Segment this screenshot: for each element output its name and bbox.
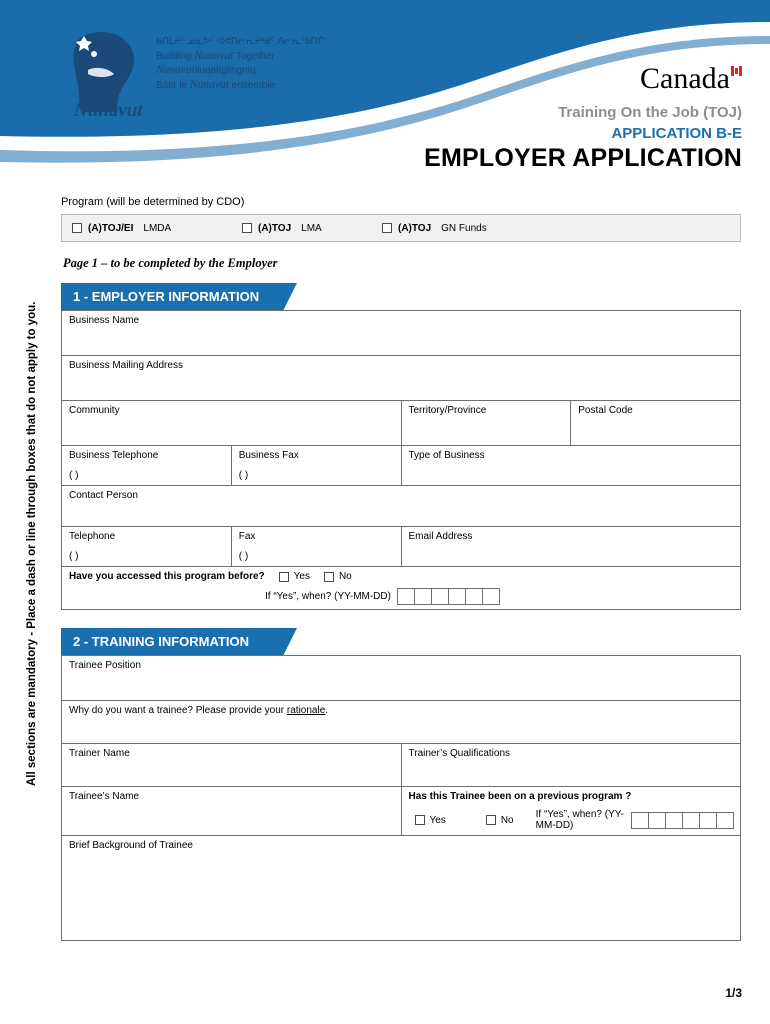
field-fax[interactable]: Fax ( ) — [231, 527, 401, 567]
field-trainer-qualifications[interactable]: Trainer’s Qualifications — [401, 744, 741, 787]
section-2-heading: 2 - TRAINING INFORMATION — [61, 628, 283, 655]
checkbox-icon[interactable] — [382, 223, 392, 233]
page-header — [0, 0, 770, 178]
program-option-toj-lma[interactable]: (A)TOJ LMA — [242, 223, 382, 234]
logo-tagline — [156, 36, 328, 92]
field-trainee-position[interactable]: Trainee Position — [62, 656, 741, 701]
table-row — [62, 486, 741, 527]
logo-wordmark-syllabics: ᓄᓇᕗᑦ — [96, 88, 122, 98]
field-rationale[interactable]: Why do you want a trainee? Please provide your rationale. — [62, 701, 741, 744]
table-row — [62, 567, 741, 610]
logo-tagline-en: Building Nunavut Together — [156, 49, 275, 62]
phone-parentheses: ( ) — [69, 470, 79, 481]
table-row — [62, 401, 741, 446]
field-brief-background[interactable]: Brief Background of Trainee — [62, 836, 741, 941]
checkbox-icon[interactable] — [242, 223, 252, 233]
fax2-parentheses: ( ) — [238, 551, 249, 562]
page-instruction: Page 1 – to be completed by the Employer — [63, 256, 278, 270]
date-input-boxes[interactable] — [631, 812, 734, 829]
field-previous-program: Has this Trainee been on a previous program ? Yes No If “Yes”, when? (YY-MM-DD) — [401, 787, 741, 836]
table-row — [62, 356, 741, 401]
logo-tagline-iu: Nunavutliuqatigiingniq — [156, 64, 256, 76]
logo-tagline-syllabics: ᑲᑎᒪᔨᑦ ᓄᓇᕗᑦ ᐊᕙᑎᓕᕆᔨᒃᑯᑦ ᐱᓕᕆᖃᑎᒌᑦ — [156, 36, 328, 47]
accessed-before-date-row: If “Yes”, when? (YY-MM-DD) — [265, 588, 734, 605]
page-title: EMPLOYER APPLICATION — [424, 144, 742, 172]
application-code: APPLICATION B-E — [611, 125, 742, 142]
field-territory-province[interactable]: Territory/Province — [401, 401, 571, 446]
page-number: 1/3 — [725, 986, 742, 1000]
table-row — [62, 701, 741, 744]
program-option-toj-ei[interactable]: (A)TOJ/EI LMDA — [72, 223, 242, 234]
field-business-name[interactable]: Business Name — [62, 311, 741, 356]
checkbox-icon[interactable] — [415, 815, 425, 825]
table-row — [62, 656, 741, 701]
date-input-boxes[interactable] — [397, 588, 500, 605]
table-row — [62, 527, 741, 567]
accessed-before-no[interactable]: No — [324, 571, 352, 582]
checkbox-icon[interactable] — [279, 572, 289, 582]
telephone-parentheses: ( ) — [69, 551, 79, 562]
table-row — [62, 311, 741, 356]
checkbox-icon[interactable] — [324, 572, 334, 582]
table-row — [62, 744, 741, 787]
employer-information-table — [61, 310, 741, 610]
field-accessed-before — [62, 567, 741, 610]
field-community[interactable]: Community — [62, 401, 402, 446]
logo-wordmark: Nunavut — [74, 100, 143, 121]
field-telephone[interactable]: Telephone ( ) — [62, 527, 232, 567]
table-row — [62, 836, 741, 941]
program-option-toj-gn[interactable]: (A)TOJ GN Funds — [382, 223, 487, 234]
document-title-block — [424, 104, 742, 173]
training-information-table — [61, 655, 741, 941]
previous-program-answer-row: Yes No If “Yes”, when? (YY-MM-DD) — [415, 809, 735, 831]
field-type-of-business[interactable]: Type of Business — [401, 446, 741, 486]
field-email-address[interactable]: Email Address — [401, 527, 741, 567]
field-business-mailing-address[interactable]: Business Mailing Address — [62, 356, 741, 401]
field-postal-code[interactable]: Postal Code — [571, 401, 741, 446]
field-trainer-name[interactable]: Trainer Name — [62, 744, 402, 787]
previous-program-yes[interactable]: Yes — [415, 815, 446, 826]
logo-tagline-fr: Bâtir le Nunavut ensemble — [156, 78, 276, 91]
accessed-before-yes[interactable]: Yes — [279, 571, 310, 582]
checkbox-icon[interactable] — [72, 223, 82, 233]
canada-wordmark: Canada — [640, 62, 742, 96]
field-trainee-name[interactable]: Trainee’s Name — [62, 787, 402, 836]
field-contact-person[interactable]: Contact Person — [62, 486, 741, 527]
fax-parentheses: ( ) — [238, 470, 249, 481]
program-options-bar — [61, 214, 741, 242]
field-business-fax[interactable]: Business Fax ( ) — [231, 446, 401, 486]
section-1-heading: 1 - EMPLOYER INFORMATION — [61, 283, 283, 310]
nunavut-logo — [68, 30, 328, 130]
checkbox-icon[interactable] — [486, 815, 496, 825]
field-business-telephone[interactable]: Business Telephone ( ) — [62, 446, 232, 486]
previous-program-no[interactable]: No — [486, 815, 514, 826]
table-row — [62, 787, 741, 836]
toj-subtitle: Training On the Job (TOJ) — [558, 104, 742, 121]
table-row — [62, 446, 741, 486]
canada-flag-icon — [731, 66, 742, 76]
rationale-link[interactable]: rationale — [286, 705, 326, 716]
program-label: Program (will be determined by CDO) — [61, 196, 245, 208]
form-content — [61, 196, 741, 941]
accessed-before-row: Have you accessed this program before? Yes No — [69, 571, 352, 582]
side-mandatory-note: All sections are mandatory - Place a dash or line through boxes that do not apply to you. — [26, 301, 38, 786]
